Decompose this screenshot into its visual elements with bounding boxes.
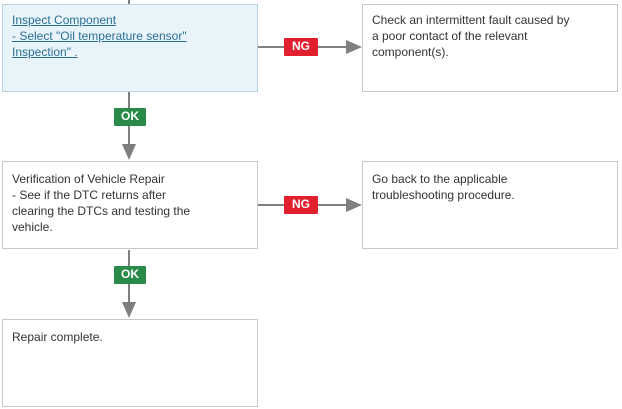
arrowhead-ok-2 [122,302,136,318]
intermittent-fault-box [362,4,618,92]
inspect-component-link[interactable]: Inspect Component [12,13,117,27]
verification-line-2: clearing the DTCs and testing the [12,204,191,218]
intermittent-line-3: component(s). [372,45,449,59]
ok-badge-1: OK [114,108,146,126]
verification-line-1: - See if the DTC returns after [12,188,167,202]
repair-complete-text: Repair complete. [12,330,103,344]
oil-temperature-sensor-link[interactable]: - Select "Oil temperature sensor" [12,29,187,43]
inspection-link[interactable]: Inspection" . [12,45,78,59]
go-back-line-1: Go back to the applicable [372,172,508,186]
arrowhead-ok-1 [122,144,136,160]
go-back-line-2: troubleshooting procedure. [372,188,515,202]
intermittent-line-2: a poor contact of the relevant [372,29,528,43]
verification-line-3: vehicle. [12,220,53,234]
go-back-box [362,161,618,249]
ok-badge-2: OK [114,266,146,284]
inspect-component-box [2,4,258,92]
verification-title: Verification of Vehicle Repair [12,172,165,186]
repair-complete-box [2,319,258,407]
ng-badge-2: NG [284,196,318,214]
verification-box [2,161,258,249]
arrowhead-ng-1 [346,40,362,54]
intermittent-line-1: Check an intermittent fault caused by [372,13,570,27]
arrowhead-ng-2 [346,198,362,212]
ng-badge-1: NG [284,38,318,56]
